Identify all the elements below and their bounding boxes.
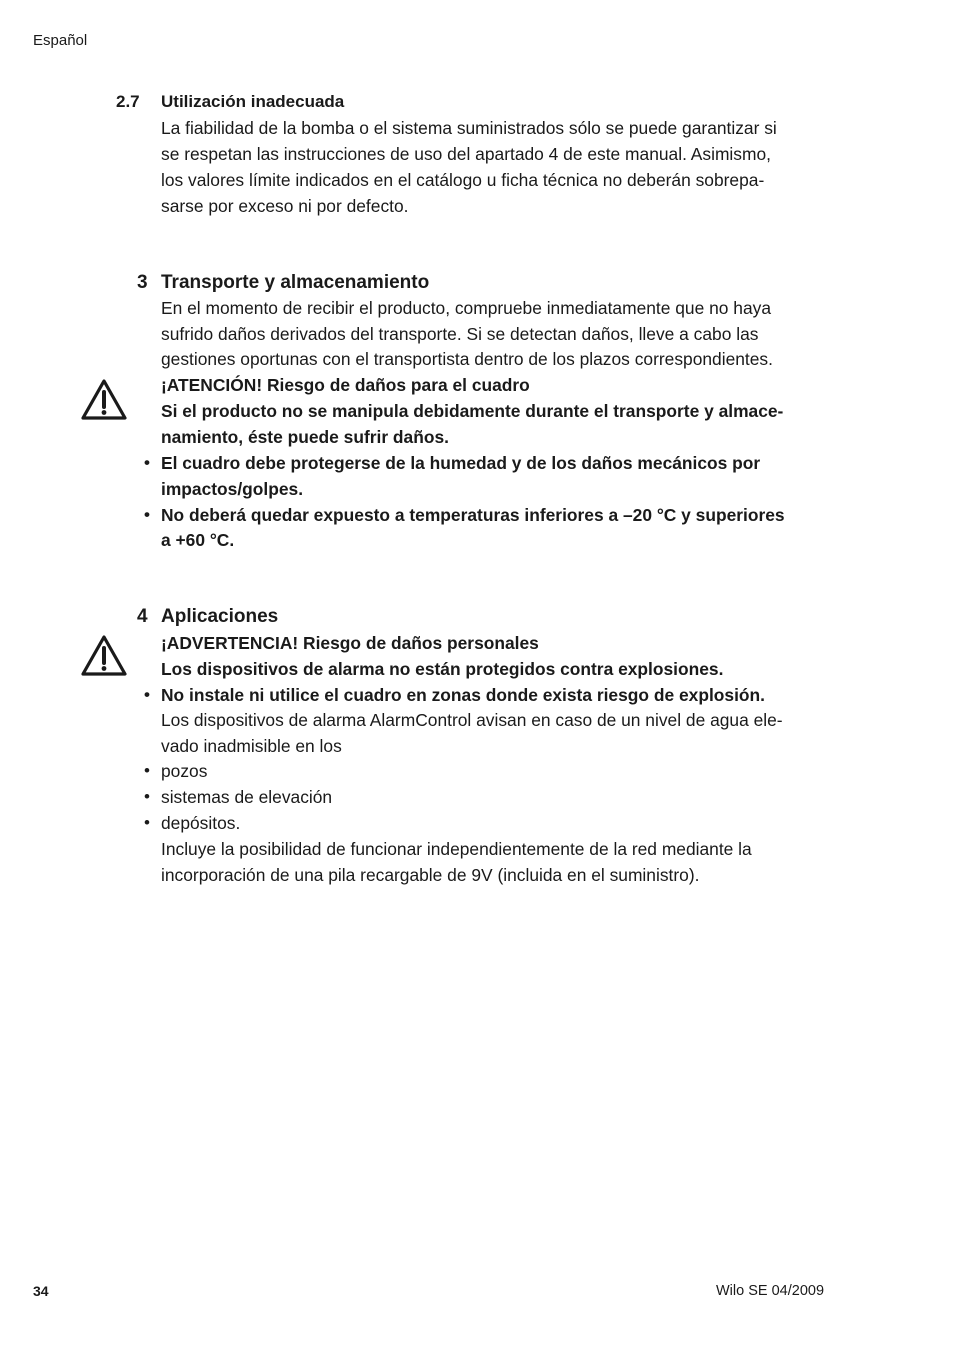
- list-bullet: •: [144, 813, 150, 832]
- bullet-line: No instale ni utilice el cuadro en zonas donde exista riesgo de explosión.: [161, 685, 765, 705]
- bullet-line: No deberá quedar expuesto a temperaturas inferiores a –20 °C y superiores: [161, 505, 785, 525]
- paragraph-line: se respetan las instrucciones de uso del apartado 4 de este manual. Asimismo,: [161, 144, 771, 164]
- list-item: pozos: [161, 761, 208, 781]
- warning-line: namiento, éste puede sufrir daños.: [161, 427, 449, 447]
- publisher-info: Wilo SE 04/2009: [716, 1283, 825, 1299]
- paragraph-line: vado inadmisible en los: [161, 736, 342, 756]
- warning-heading: ¡ADVERTENCIA! Riesgo de daños personales: [161, 633, 539, 653]
- bullet-dot: •: [144, 505, 150, 524]
- chapter-title: Aplicaciones: [161, 606, 279, 627]
- warning-heading: ¡ATENCIÓN! Riesgo de daños para el cuadro: [161, 375, 530, 395]
- paragraph-line: En el momento de recibir el producto, compruebe inmediatamente que no haya: [161, 298, 771, 318]
- paragraph-line: sarse por exceso ni por defecto.: [161, 196, 409, 216]
- list-bullet: •: [144, 787, 150, 806]
- warning-line: Si el producto no se manipula debidamente durante el transporte y almace-: [161, 401, 784, 421]
- chapter-title: Transporte y almacenamiento: [161, 272, 430, 293]
- bullet-dot: •: [144, 685, 150, 704]
- chapter-number: 4: [137, 606, 148, 627]
- section-title: Utilización inadecuada: [161, 92, 345, 111]
- warning-line: Los dispositivos de alarma no están protegidos contra explosiones.: [161, 659, 724, 679]
- list-bullet: •: [144, 761, 150, 780]
- list-item: sistemas de elevación: [161, 787, 333, 807]
- paragraph-line: gestiones oportunas con el transportista dentro de los plazos correspondientes.: [161, 349, 773, 369]
- chapter-number: 3: [137, 272, 148, 293]
- language-label: Español: [33, 32, 88, 49]
- bullet-line: El cuadro debe protegerse de la humedad y de los daños mecánicos por: [161, 453, 761, 473]
- paragraph-line: Incluye la posibilidad de funcionar independientemente de la red mediante la: [161, 839, 752, 859]
- bullet-line: impactos/golpes.: [161, 479, 304, 499]
- paragraph-line: La fiabilidad de la bomba o el sistema suministrados sólo se puede garantizar si: [161, 118, 777, 138]
- warning-triangle-icon: [80, 378, 128, 421]
- paragraph-line: los valores límite indicados en el catálogo u ficha técnica no deberán sobrepa-: [161, 170, 765, 190]
- section-number: 2.7: [116, 92, 140, 111]
- paragraph-line: incorporación de una pila recargable de 9V (incluida en el suministro).: [161, 865, 700, 885]
- page-number: 34: [33, 1283, 49, 1299]
- bullet-dot: •: [144, 453, 150, 472]
- paragraph-line: sufrido daños derivados del transporte. Si se detectan daños, lleve a cabo las: [161, 324, 759, 344]
- warning-triangle-icon: [80, 634, 128, 677]
- paragraph-line: Los dispositivos de alarma AlarmControl avisan en caso de un nivel de agua ele-: [161, 710, 783, 730]
- bullet-line: a +60 °C.: [161, 530, 235, 550]
- list-item: depósitos.: [161, 813, 241, 833]
